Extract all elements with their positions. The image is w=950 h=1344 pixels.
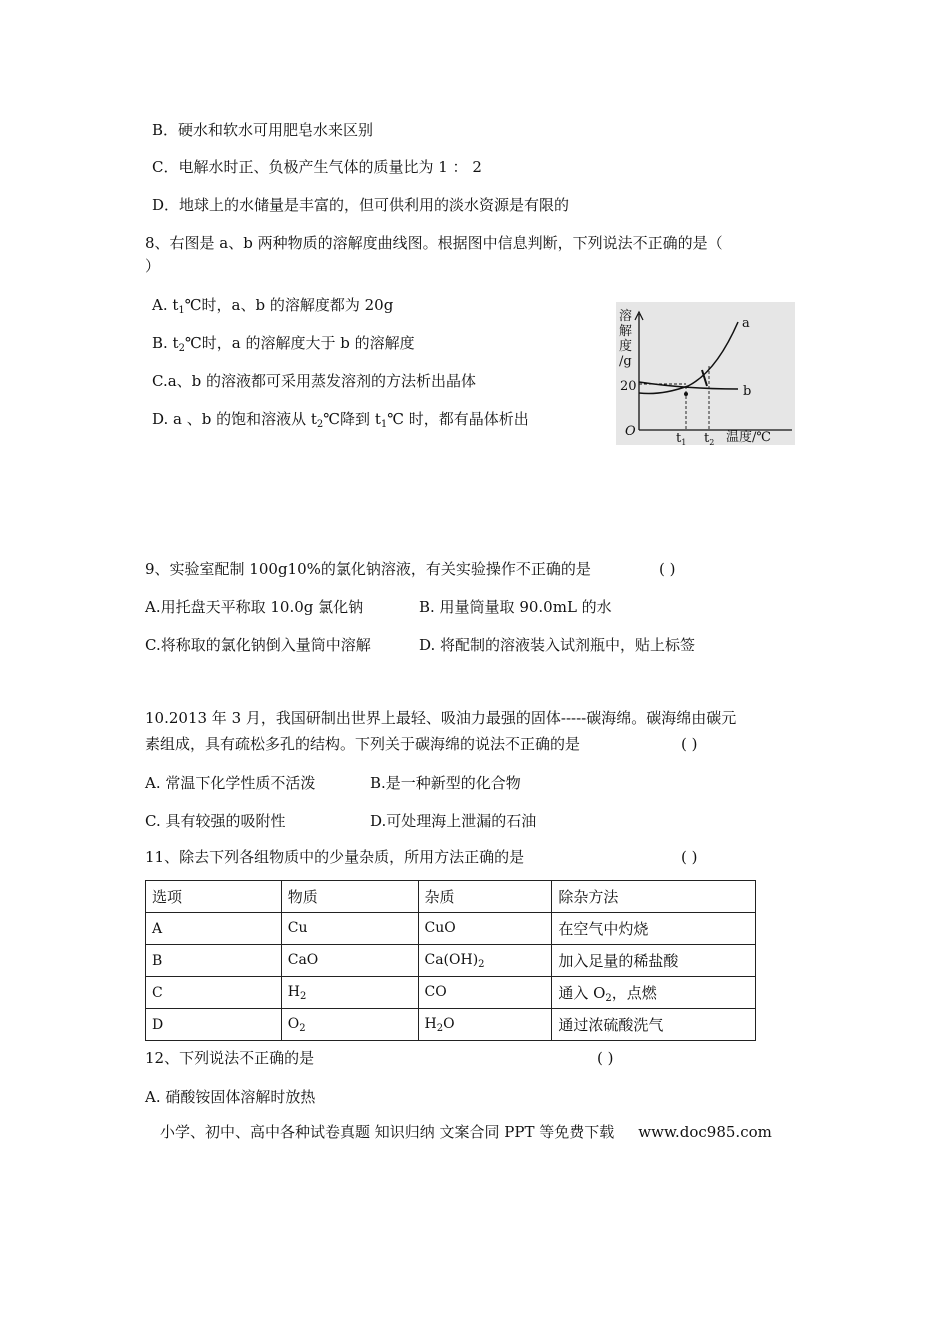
method-cell: 通过浓硫酸洗气: [552, 1009, 756, 1041]
q8-option-b: B. $t_2℃$时，a 的溶解度大于 b 的溶解度: [152, 334, 415, 354]
footer-url[interactable]: www.doc985.com: [638, 1123, 772, 1141]
origin-label: O: [625, 424, 636, 439]
xtick-t1: $t_1$: [676, 431, 687, 445]
q9-option-c: C.将称取的氯化钠倒入量筒中溶解: [145, 636, 371, 654]
q12-stem: 12、下列说法不正确的是: [145, 1049, 315, 1067]
q10-answer-paren: ( ): [681, 735, 698, 753]
q10-stem-line1: 10.2013 年 3 月，我国研制出世界上最轻、吸油力最强的固体-----碳海绵。碳海绵由碳元: [145, 709, 737, 727]
ylabel-char: /g: [619, 354, 632, 369]
q10-option-a: A. 常温下化学性质不活泼: [145, 774, 316, 792]
impurity-cell: $Ca(OH)_2$: [418, 945, 552, 977]
ylabel-char: 解: [619, 324, 633, 339]
impurity-cell: CO: [418, 977, 552, 1009]
q9-stem: 9、实验室配制 100g10%的氯化钠溶液，有关实验操作不正确的是: [145, 560, 591, 578]
t1-point: [684, 392, 688, 396]
method-cell: 加入足量的稀盐酸: [552, 945, 756, 977]
table-header-cell: 杂质: [418, 881, 552, 913]
impurity-cell: $H_2O$: [418, 1009, 552, 1041]
ylabel-char: 度: [619, 339, 633, 354]
q8-option-d: D. a 、b 的饱和溶液从 $t_2℃$降到 $t_1℃$ 时，都有晶体析出: [152, 410, 529, 430]
table-header-cell: 除杂方法: [552, 881, 756, 913]
series-a-label: a: [742, 316, 750, 331]
q9-answer-paren: ( ): [659, 560, 676, 578]
q11-options-table: [145, 880, 756, 1041]
table-header-cell: 选项: [146, 881, 282, 913]
q7-option-d: D．地球上的水储量是丰富的，但可供利用的淡水资源是有限的: [152, 196, 570, 214]
q12-answer-paren: ( ): [597, 1049, 614, 1067]
method-cell: 通入 $O_2$，点燃: [552, 977, 756, 1009]
table-header-row: [146, 881, 756, 913]
q7-option-c: C．电解水时正、负极产生气体的质量比为 1 ： 2: [152, 158, 482, 176]
table-row: [146, 945, 756, 977]
series-b-label: b: [743, 384, 752, 399]
q9-option-b: B. 用量筒量取 90.0mL 的水: [419, 598, 612, 616]
q9-option-d: D. 将配制的溶液装入试剂瓶中，贴上标签: [419, 636, 696, 654]
page-footer: [160, 1121, 772, 1142]
option-cell: B: [146, 945, 282, 977]
q12-option-a: A. 硝酸铵固体溶解时放热: [145, 1088, 316, 1106]
q10-option-b: B.是一种新型的化合物: [370, 774, 521, 792]
option-cell: D: [146, 1009, 282, 1041]
table-row: [146, 977, 756, 1009]
q8-stem-line2: ）: [145, 257, 161, 275]
substance-cell: $H_2$: [281, 977, 418, 1009]
q9-option-a: A.用托盘天平称取 10.0g 氯化钠: [145, 598, 364, 616]
substance-cell: CaO: [281, 945, 418, 977]
q11-answer-paren: ( ): [681, 848, 698, 866]
q8-stem-line1: 8、右图是 a、b 两种物质的溶解度曲线图。根据图中信息判断，下列说法不正确的是（: [145, 234, 723, 252]
xtick-t2: $t_2$: [704, 431, 715, 445]
q7-option-b: B．硬水和软水可用肥皂水来区别: [152, 121, 374, 139]
q10-stem-line2: 素组成，具有疏松多孔的结构。下列关于碳海绵的说法不正确的是: [145, 735, 581, 753]
table-row: [146, 1009, 756, 1041]
table-header-cell: 物质: [281, 881, 418, 913]
table-row: [146, 913, 756, 945]
ytick-label: 20: [620, 379, 637, 394]
option-cell: A: [146, 913, 282, 945]
q8-option-c: C.a、b 的溶液都可采用蒸发溶剂的方法析出晶体: [152, 372, 477, 390]
xlabel: 温度/℃: [726, 430, 771, 445]
method-cell: 在空气中灼烧: [552, 913, 756, 945]
substance-cell: $O_2$: [281, 1009, 418, 1041]
substance-cell: Cu: [281, 913, 418, 945]
q8-option-a: A. $t_1℃$时，a、b 的溶解度都为 20g: [152, 296, 394, 316]
q10-option-c: C. 具有较强的吸附性: [145, 812, 286, 830]
impurity-cell: CuO: [418, 913, 552, 945]
solubility-chart: [616, 302, 795, 445]
q10-option-d: D.可处理海上泄漏的石油: [370, 812, 537, 830]
q11-stem: 11、除去下列各组物质中的少量杂质，所用方法正确的是: [145, 848, 525, 866]
ylabel-char: 溶: [619, 309, 633, 324]
footer-text: 小学、初中、高中各种试卷真题 知识归纳 文案合同 PPT 等免费下载: [160, 1123, 615, 1141]
option-cell: C: [146, 977, 282, 1009]
